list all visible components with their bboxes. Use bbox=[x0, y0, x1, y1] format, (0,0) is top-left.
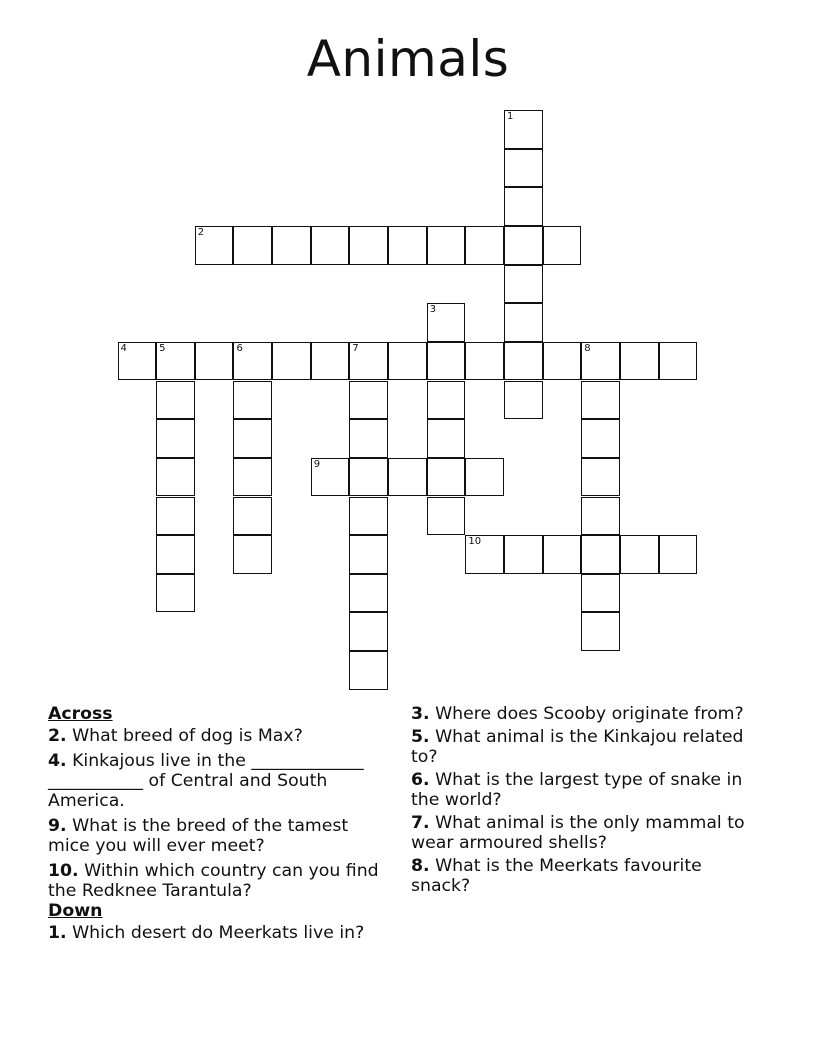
grid-cell[interactable] bbox=[620, 535, 659, 574]
grid-cell[interactable] bbox=[427, 458, 466, 497]
grid-cell[interactable] bbox=[311, 226, 350, 265]
grid-cell[interactable] bbox=[156, 574, 195, 613]
clue-text: What is the largest type of snake in the world? bbox=[411, 770, 743, 810]
grid-cell[interactable] bbox=[118, 342, 157, 381]
grid-cell[interactable] bbox=[581, 574, 620, 613]
grid-cell[interactable] bbox=[427, 342, 466, 381]
cell-number: 4 bbox=[120, 342, 127, 354]
clue-number: 1. bbox=[48, 923, 67, 943]
grid-cell[interactable] bbox=[465, 226, 504, 265]
grid-cell[interactable] bbox=[504, 187, 543, 226]
grid-cell[interactable] bbox=[581, 419, 620, 458]
grid-cell[interactable] bbox=[195, 226, 234, 265]
clue-text: What animal is the only mammal to wear armoured shells? bbox=[411, 813, 745, 853]
grid-cell[interactable] bbox=[388, 458, 427, 497]
grid-cell[interactable] bbox=[349, 651, 388, 690]
clue-number: 3. bbox=[411, 704, 430, 724]
clue-down-1 bbox=[48, 923, 393, 943]
grid-cell[interactable] bbox=[349, 612, 388, 651]
grid-cell[interactable] bbox=[581, 342, 620, 381]
clue-across-10 bbox=[48, 861, 393, 901]
grid-cell[interactable] bbox=[349, 226, 388, 265]
grid-cell[interactable] bbox=[427, 419, 466, 458]
clues-column-right bbox=[411, 704, 756, 901]
grid-cell[interactable] bbox=[272, 342, 311, 381]
clue-text: Within which country can you find the Redknee Tarantula? bbox=[48, 861, 379, 901]
grid-cell[interactable] bbox=[659, 342, 698, 381]
grid-cell[interactable] bbox=[233, 458, 272, 497]
grid-cell[interactable] bbox=[311, 342, 350, 381]
cell-number: 8 bbox=[584, 342, 591, 354]
clue-text: Kinkajous live in the _____________ ___________ of Central and South America. bbox=[48, 751, 364, 811]
grid-cell[interactable] bbox=[272, 226, 311, 265]
grid-cell[interactable] bbox=[388, 226, 427, 265]
clue-number: 4. bbox=[48, 751, 67, 771]
grid-cell[interactable] bbox=[388, 342, 427, 381]
clue-text: What breed of dog is Max? bbox=[72, 726, 303, 746]
grid-cell[interactable] bbox=[233, 419, 272, 458]
clue-down-5 bbox=[411, 727, 756, 767]
clue-across-2 bbox=[48, 726, 393, 746]
grid-cell[interactable] bbox=[233, 535, 272, 574]
grid-cell[interactable] bbox=[233, 342, 272, 381]
cell-number: 2 bbox=[197, 226, 205, 238]
grid-cell[interactable] bbox=[156, 497, 195, 536]
grid-cell[interactable] bbox=[465, 342, 504, 381]
grid-cell[interactable] bbox=[349, 535, 388, 574]
clue-number: 6. bbox=[411, 770, 430, 790]
grid-cell[interactable] bbox=[543, 342, 582, 381]
clue-number: 8. bbox=[411, 856, 430, 876]
clue-text: What animal is the Kinkajou related to? bbox=[411, 727, 744, 767]
clue-text: What is the breed of the tamest mice you will ever meet? bbox=[48, 816, 349, 856]
clue-text: Which desert do Meerkats live in? bbox=[72, 923, 365, 943]
clue-text: What is the Meerkats favourite snack? bbox=[411, 856, 702, 896]
grid-cell[interactable] bbox=[233, 226, 272, 265]
puzzle-title: Animals bbox=[306, 30, 510, 88]
grid-cell[interactable] bbox=[156, 535, 195, 574]
grid-cell[interactable] bbox=[427, 226, 466, 265]
grid-cell[interactable] bbox=[349, 342, 388, 381]
clue-number: 9. bbox=[48, 816, 67, 836]
across-heading: Across bbox=[48, 704, 113, 724]
grid-cell[interactable] bbox=[349, 574, 388, 613]
grid-cell[interactable] bbox=[156, 342, 195, 381]
grid-cell[interactable] bbox=[349, 381, 388, 420]
clue-text: Where does Scooby originate from? bbox=[435, 704, 744, 724]
clue-down-8 bbox=[411, 856, 756, 896]
grid-cell[interactable] bbox=[504, 342, 543, 381]
clue-down-7 bbox=[411, 813, 756, 853]
grid-cell[interactable] bbox=[543, 226, 582, 265]
grid-cell[interactable] bbox=[581, 535, 620, 574]
clues-column-left bbox=[48, 704, 393, 948]
cell-number: 7 bbox=[352, 342, 359, 354]
grid-cell[interactable] bbox=[233, 381, 272, 420]
clue-down-3 bbox=[411, 704, 756, 724]
grid-cell[interactable] bbox=[504, 110, 543, 149]
grid-cell[interactable] bbox=[233, 497, 272, 536]
grid-cell[interactable] bbox=[659, 535, 698, 574]
grid-cell[interactable] bbox=[311, 458, 350, 497]
grid-cell[interactable] bbox=[504, 265, 543, 304]
grid-cell[interactable] bbox=[504, 303, 543, 342]
grid-cell[interactable] bbox=[156, 381, 195, 420]
grid-cell[interactable] bbox=[504, 149, 543, 188]
grid-cell[interactable] bbox=[427, 497, 466, 536]
clue-number: 10. bbox=[48, 861, 79, 881]
grid-cell[interactable] bbox=[504, 226, 543, 265]
cell-number: 10 bbox=[468, 536, 482, 548]
clue-number: 2. bbox=[48, 726, 67, 746]
grid-cell[interactable] bbox=[195, 342, 234, 381]
grid-cell[interactable] bbox=[465, 458, 504, 497]
cell-number: 6 bbox=[236, 342, 243, 354]
cell-number: 5 bbox=[159, 342, 166, 354]
clue-down-6 bbox=[411, 770, 756, 810]
cell-number: 3 bbox=[429, 304, 437, 316]
grid-cell[interactable] bbox=[543, 535, 582, 574]
grid-cell[interactable] bbox=[581, 458, 620, 497]
grid-cell[interactable] bbox=[156, 458, 195, 497]
grid-cell[interactable] bbox=[581, 497, 620, 536]
grid-cell[interactable] bbox=[504, 535, 543, 574]
clue-across-4 bbox=[48, 751, 393, 811]
cell-number: 1 bbox=[507, 111, 514, 122]
grid-cell[interactable] bbox=[581, 612, 620, 651]
grid-cell[interactable] bbox=[465, 535, 504, 574]
grid-cell[interactable] bbox=[504, 381, 543, 420]
grid-cell[interactable] bbox=[349, 458, 388, 497]
clue-across-9 bbox=[48, 816, 393, 856]
cell-number: 9 bbox=[313, 458, 321, 470]
grid-cell[interactable] bbox=[581, 381, 620, 420]
grid-cell[interactable] bbox=[156, 419, 195, 458]
down-heading: Down bbox=[48, 901, 103, 921]
grid-cell[interactable] bbox=[349, 419, 388, 458]
grid-cell[interactable] bbox=[620, 342, 659, 381]
grid-cell[interactable] bbox=[427, 381, 466, 420]
grid-cell[interactable] bbox=[427, 303, 466, 342]
clue-number: 5. bbox=[411, 727, 430, 747]
grid-cell[interactable] bbox=[349, 497, 388, 536]
clue-number: 7. bbox=[411, 813, 430, 833]
